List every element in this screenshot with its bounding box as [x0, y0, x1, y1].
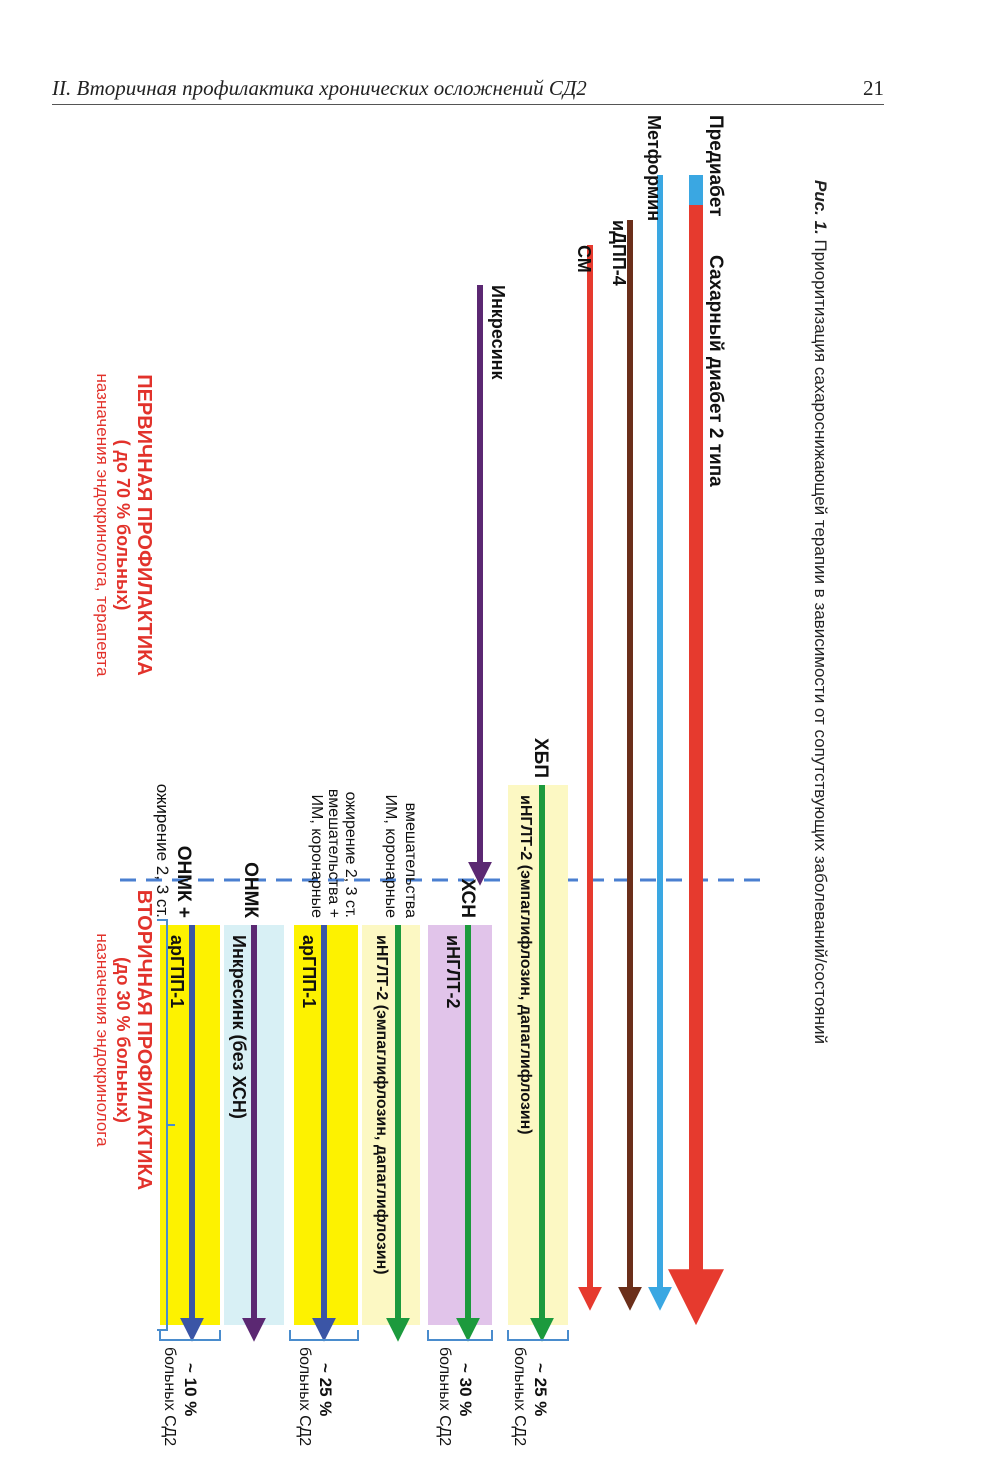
caption-label: Рис. 1. — [811, 180, 830, 235]
label-diabetes: Сахарный диабет 2 типа — [705, 255, 726, 487]
label-idpp4: иДПП-4 — [609, 220, 629, 286]
group-2-percent: ~ 25 % — [316, 1363, 335, 1417]
group-4-percent: ~ 25 % — [531, 1363, 550, 1417]
label-prediabetes: Предиабет — [705, 115, 726, 217]
condition-ckd: ХБП — [530, 738, 551, 778]
primary-prevention-block — [93, 374, 155, 677]
condition-obesity-a: ожирение 2, 3 ст. — [153, 783, 172, 918]
band-ingl2-mi — [362, 925, 420, 1325]
drug-argpp1-a: арГПП-1 — [167, 935, 187, 1009]
condition-onmk: ОНМК — [240, 862, 261, 918]
bracket-group-4 — [508, 1330, 568, 1340]
figure-svg — [60, 115, 760, 1447]
conditions-column — [153, 738, 551, 918]
label-inkresink: Инкресинк — [488, 285, 508, 380]
condition-mi-line3: ожирение 2, 3 ст. — [342, 791, 359, 918]
page-number: 21 — [863, 76, 884, 100]
primary-share: ( до 70 % больных) — [113, 439, 133, 611]
condition-mi-b-line1: ИМ, коронарные — [382, 794, 399, 918]
caption-text: Приоритизация сахароснижающей терапии в зависимости от сопутствующих заболеваний/состояний — [811, 239, 830, 1044]
group-1-label: больных СД2 — [161, 1347, 178, 1447]
condition-mi-b-line2: вмешательства — [402, 802, 419, 918]
drug-ingl2-ckd: иНГЛТ-2 (эмпаглифлозин, дапаглифлозин) — [517, 795, 534, 1135]
drug-argpp1-b: арГПП-1 — [299, 935, 319, 1009]
condition-mi-line1: ИМ, коронарные — [308, 794, 325, 918]
group-3-label: больных СД2 — [436, 1347, 453, 1447]
therapy-prioritization-figure — [60, 115, 760, 1447]
drug-inkresink-no-hf: Инкресинк (без ХСН) — [229, 935, 249, 1119]
figure-caption — [790, 180, 830, 1330]
drug-ingl2-full: иНГЛТ-2 (эмпаглифлозин, дапаглифлозин) — [373, 935, 390, 1275]
secondary-prevention-block — [93, 890, 155, 1190]
group-2-label: больных СД2 — [296, 1347, 313, 1447]
group-3-percent: ~ 30 % — [456, 1363, 475, 1417]
condition-mi-line2: вмешательства + — [325, 788, 342, 918]
primary-prescriber: назначения эндокринолога, терапевта — [93, 373, 112, 677]
group-4-label: больных СД2 — [511, 1347, 528, 1447]
running-title: II. Вторичная профилактика хронических осложнений СД2 — [52, 76, 587, 100]
primary-title: ПЕРВИЧНАЯ ПРОФИЛАКТИКА — [133, 374, 155, 676]
bracket-group-3 — [428, 1330, 492, 1340]
condition-onmk-plus: ОНМК + — [173, 845, 194, 918]
bracket-group-1-right — [160, 1330, 220, 1340]
label-sm: СМ — [574, 245, 594, 273]
secondary-title: ВТОРИЧНАЯ ПРОФИЛАКТИКА — [133, 889, 155, 1191]
drug-ingl2-hf: иНГЛТ-2 — [443, 935, 463, 1009]
condition-hf: ХСН — [457, 878, 478, 918]
secondary-prescriber: назначения эндокринолога — [93, 933, 112, 1147]
secondary-share: (до 30 % больных) — [113, 957, 133, 1123]
group-percentages — [161, 1347, 550, 1446]
running-header — [52, 74, 884, 105]
label-metformin: Метформин — [644, 115, 664, 222]
group-1-percent: ~ 10 % — [181, 1363, 200, 1417]
bracket-group-2 — [290, 1330, 358, 1340]
prediabetes-bar — [689, 175, 703, 205]
